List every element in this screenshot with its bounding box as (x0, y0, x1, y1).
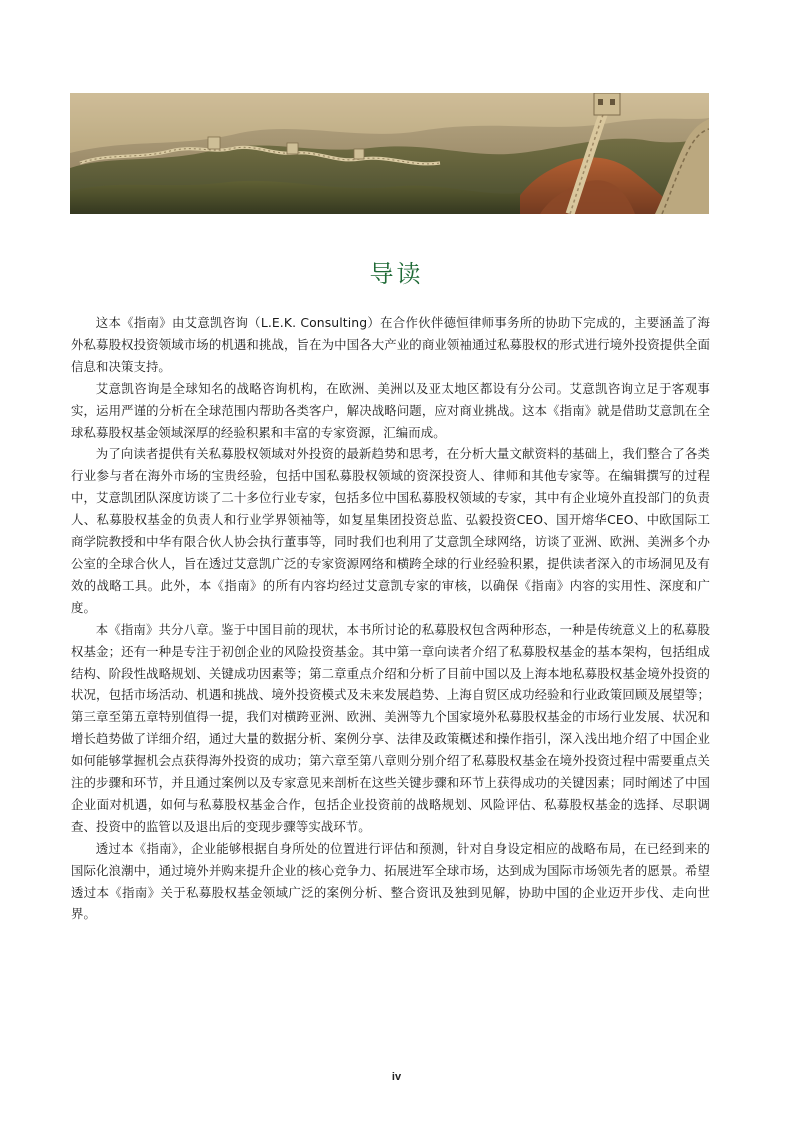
page-title: 导读 (369, 260, 424, 288)
paragraph: 这本《指南》由艾意凯咨询（L.E.K. Consulting）在合作伙伴德恒律师事务所的协助下完成的，主要涵盖了海外私募股权投资领域市场的机遇和挑战，旨在为中国各大产业的商业领袖通过私募股权的形式进行境外投资提供全面信息和决策支持。 (71, 315, 710, 374)
introduction-body (71, 312, 710, 925)
great-wall-illustration (70, 93, 709, 214)
great-wall-banner-image (70, 93, 709, 214)
paragraph: 本《指南》共分八章。鉴于中国目前的现状，本书所讨论的私募股权包含两种形态，一种是传统意义上的私募股权基金；还有一种是专注于初创企业的风险投资基金。其中第一章向读者介绍了私募股权基金的基本架构，包括组成结构、阶段性战略规划、关键成功因素等；第二章重点介绍和分析了目前中国以及上海本地私募股权基金境外投资的状况，包括市场活动、机遇和挑战、境外投资模式及未来发展趋势、上海自贸区成功经验和行业政策回顾及展望等；第三章至第五章特别值得一提，我们对横跨亚洲、欧洲、美洲等九个国家境外私募股权基金的市场行业发展、状况和增长趋势做了详细介绍，通过大量的数据分析、案例分享、法律及政策概述和操作指引，深入浅出地介绍了中国企业如何能够掌握机会点获得海外投资的成功；第六章至第八章则分别介绍了私募股权基金在境外投资过程中需要重点关注的步骤和环节，并且通过案例以及专家意见来剖析在这些关键步骤和环节上获得成功的关键因素；同时阐述了中国企业面对机遇，如何与私募股权基金合作，包括企业投资前的战略规划、风险评估、私募股权基金的选择、尽职调查、投资中的监管以及退出后的变现步骤等实战环节。 (71, 621, 710, 834)
paragraph: 透过本《指南》，企业能够根据自身所处的位置进行评估和预测，针对自身设定相应的战略布局，在已经到来的国际化浪潮中，通过境外并购来提升企业的核心竞争力、拓展进军全球市场，达到成为国际市场领先者的愿景。希望透过本《指南》关于私募股权基金领域广泛的案例分析、整合资讯及独到见解，协助中国的企业迈开步伐、走向世界。 (71, 840, 710, 922)
paragraph: 艾意凯咨询是全球知名的战略咨询机构，在欧洲、美洲以及亚太地区都设有分公司。艾意凯咨询立足于客观事实，运用严谨的分析在全球范围内帮助各类客户，解决战略问题，应对商业挑战。这本《指南》就是借助艾意凯在全球私募股权基金领域深厚的经验积累和丰富的专家资源，汇编而成。 (71, 380, 710, 440)
paragraph: 为了向读者提供有关私募股权领域对外投资的最新趋势和思考，在分析大量文献资料的基础上，我们整合了各类行业参与者在海外市场的宝贵经验，包括中国私募股权领域的资深投资人、律师和其他专家等。在编辑撰写的过程中，艾意凯团队深度访谈了二十多位行业专家，包括多位中国私募股权领域的专家，其中有企业境外直投部门的负责人、私募股权基金的负责人和行业学界领袖等，如复星集团投资总监、弘毅投资CEO、国开熔华CEO、中欧国际工商学院教授和中华有限合伙人协会执行董事等，同时我们也利用了艾意凯全球网络，访谈了亚洲、欧洲、美洲多个办公室的全球合伙人，旨在透过艾意凯广泛的专家资源网络和横跨全球的行业经验积累，提供读者深入的市场洞见及有效的战略工具。此外，本《指南》的所有内容均经过艾意凯专家的审核，以确保《指南》内容的实用性、深度和广度。 (71, 446, 710, 615)
page-number: iv (391, 1071, 402, 1083)
